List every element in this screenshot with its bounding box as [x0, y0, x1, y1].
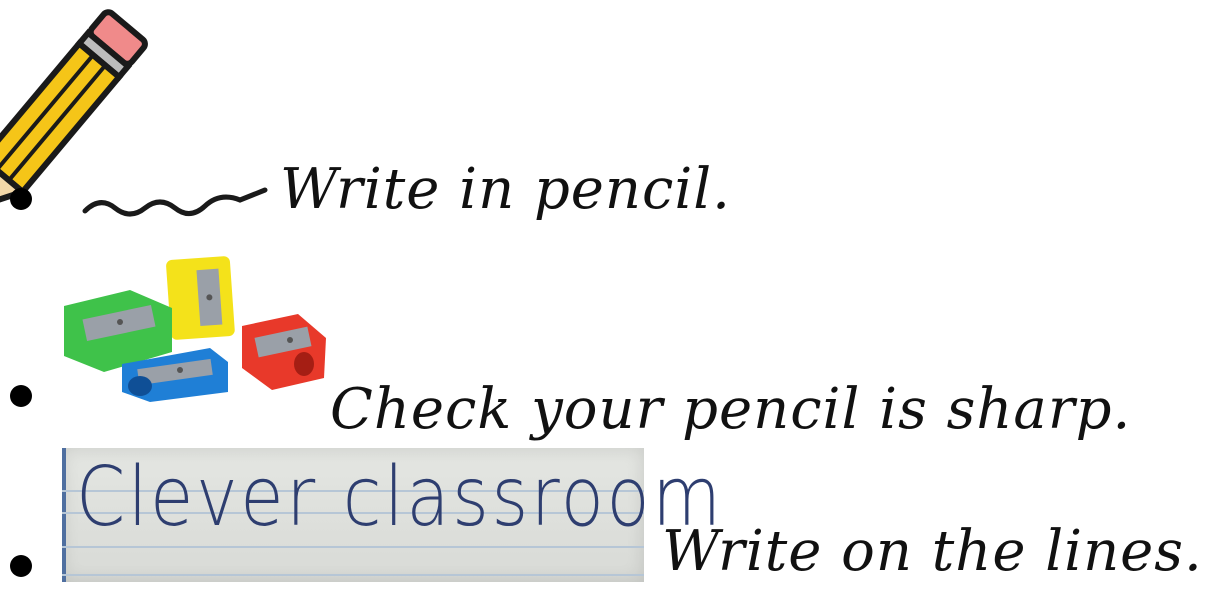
- bullet: [10, 188, 32, 210]
- item-text-pencil: Write in pencil.: [280, 157, 731, 222]
- handwriting-sample-icon: [62, 448, 724, 582]
- bullet: [10, 555, 32, 577]
- handwriting-sample-text: Clever classroom: [76, 450, 724, 545]
- pencil-sharpeners-icon: [60, 252, 330, 402]
- bullet: [10, 385, 32, 407]
- item-text-lines: Write on the lines.: [662, 519, 1203, 584]
- squiggle-icon: [80, 186, 280, 226]
- item-text-sharp: Check your pencil is sharp.: [330, 377, 1132, 442]
